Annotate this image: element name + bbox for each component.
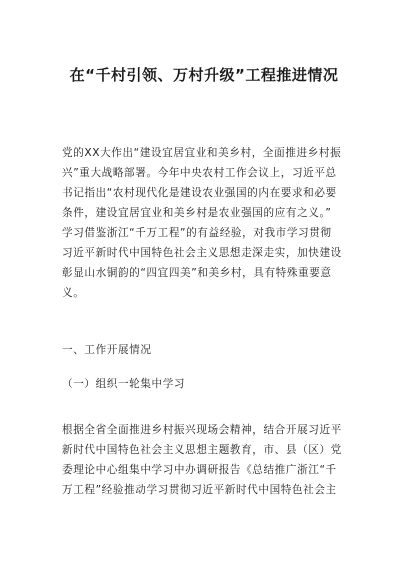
paragraph-line: 万工程”经验推动学习贯彻习近平新时代中国特色社会主	[62, 484, 337, 496]
paragraph-line: 彰显山水铜韵的“四宜四美”和美乡村，具有特殊重要意	[62, 267, 332, 279]
paragraph-line: 党的XX大作出“建设宜居宜业和美乡村，全面推进乡村振	[62, 147, 342, 159]
paragraph-line: 委理论中心组集中学习中办调研报告《总结推广浙江“千	[62, 464, 337, 476]
paragraph-line: 学习借鉴浙江“千万工程”的有益经验，对我市学习贯彻	[62, 227, 332, 239]
paragraph-line: 条件，建设宜居宜业和美乡村是农业强国的应有之义。”	[62, 207, 332, 219]
paragraph-line: 义。	[62, 287, 85, 299]
paragraph-line: 兴”重大战略部署。今年中央农村工作会议上，习近平总	[62, 167, 337, 179]
paragraph-study	[62, 420, 344, 500]
section-heading: 一、工作开展情况	[62, 344, 152, 356]
paragraph-intro	[62, 143, 344, 303]
paragraph-line: 书记指出“农村现代化是建设农业强国的内在要求和必要	[62, 187, 337, 199]
paragraph-line: 习近平新时代中国特色社会主义思想走深走实，加快建设	[62, 247, 342, 259]
paragraph-line: 根据全省全面推进乡村振兴现场会精神，结合开展习近平	[62, 424, 342, 436]
document-title: 在“千村引领、万村升级”工程推进情况	[69, 66, 339, 84]
subsection-heading: （一）组织一轮集中学习	[62, 378, 186, 390]
paragraph-line: 新时代中国特色社会主义思想主题教育，市、县（区）党	[62, 444, 342, 456]
